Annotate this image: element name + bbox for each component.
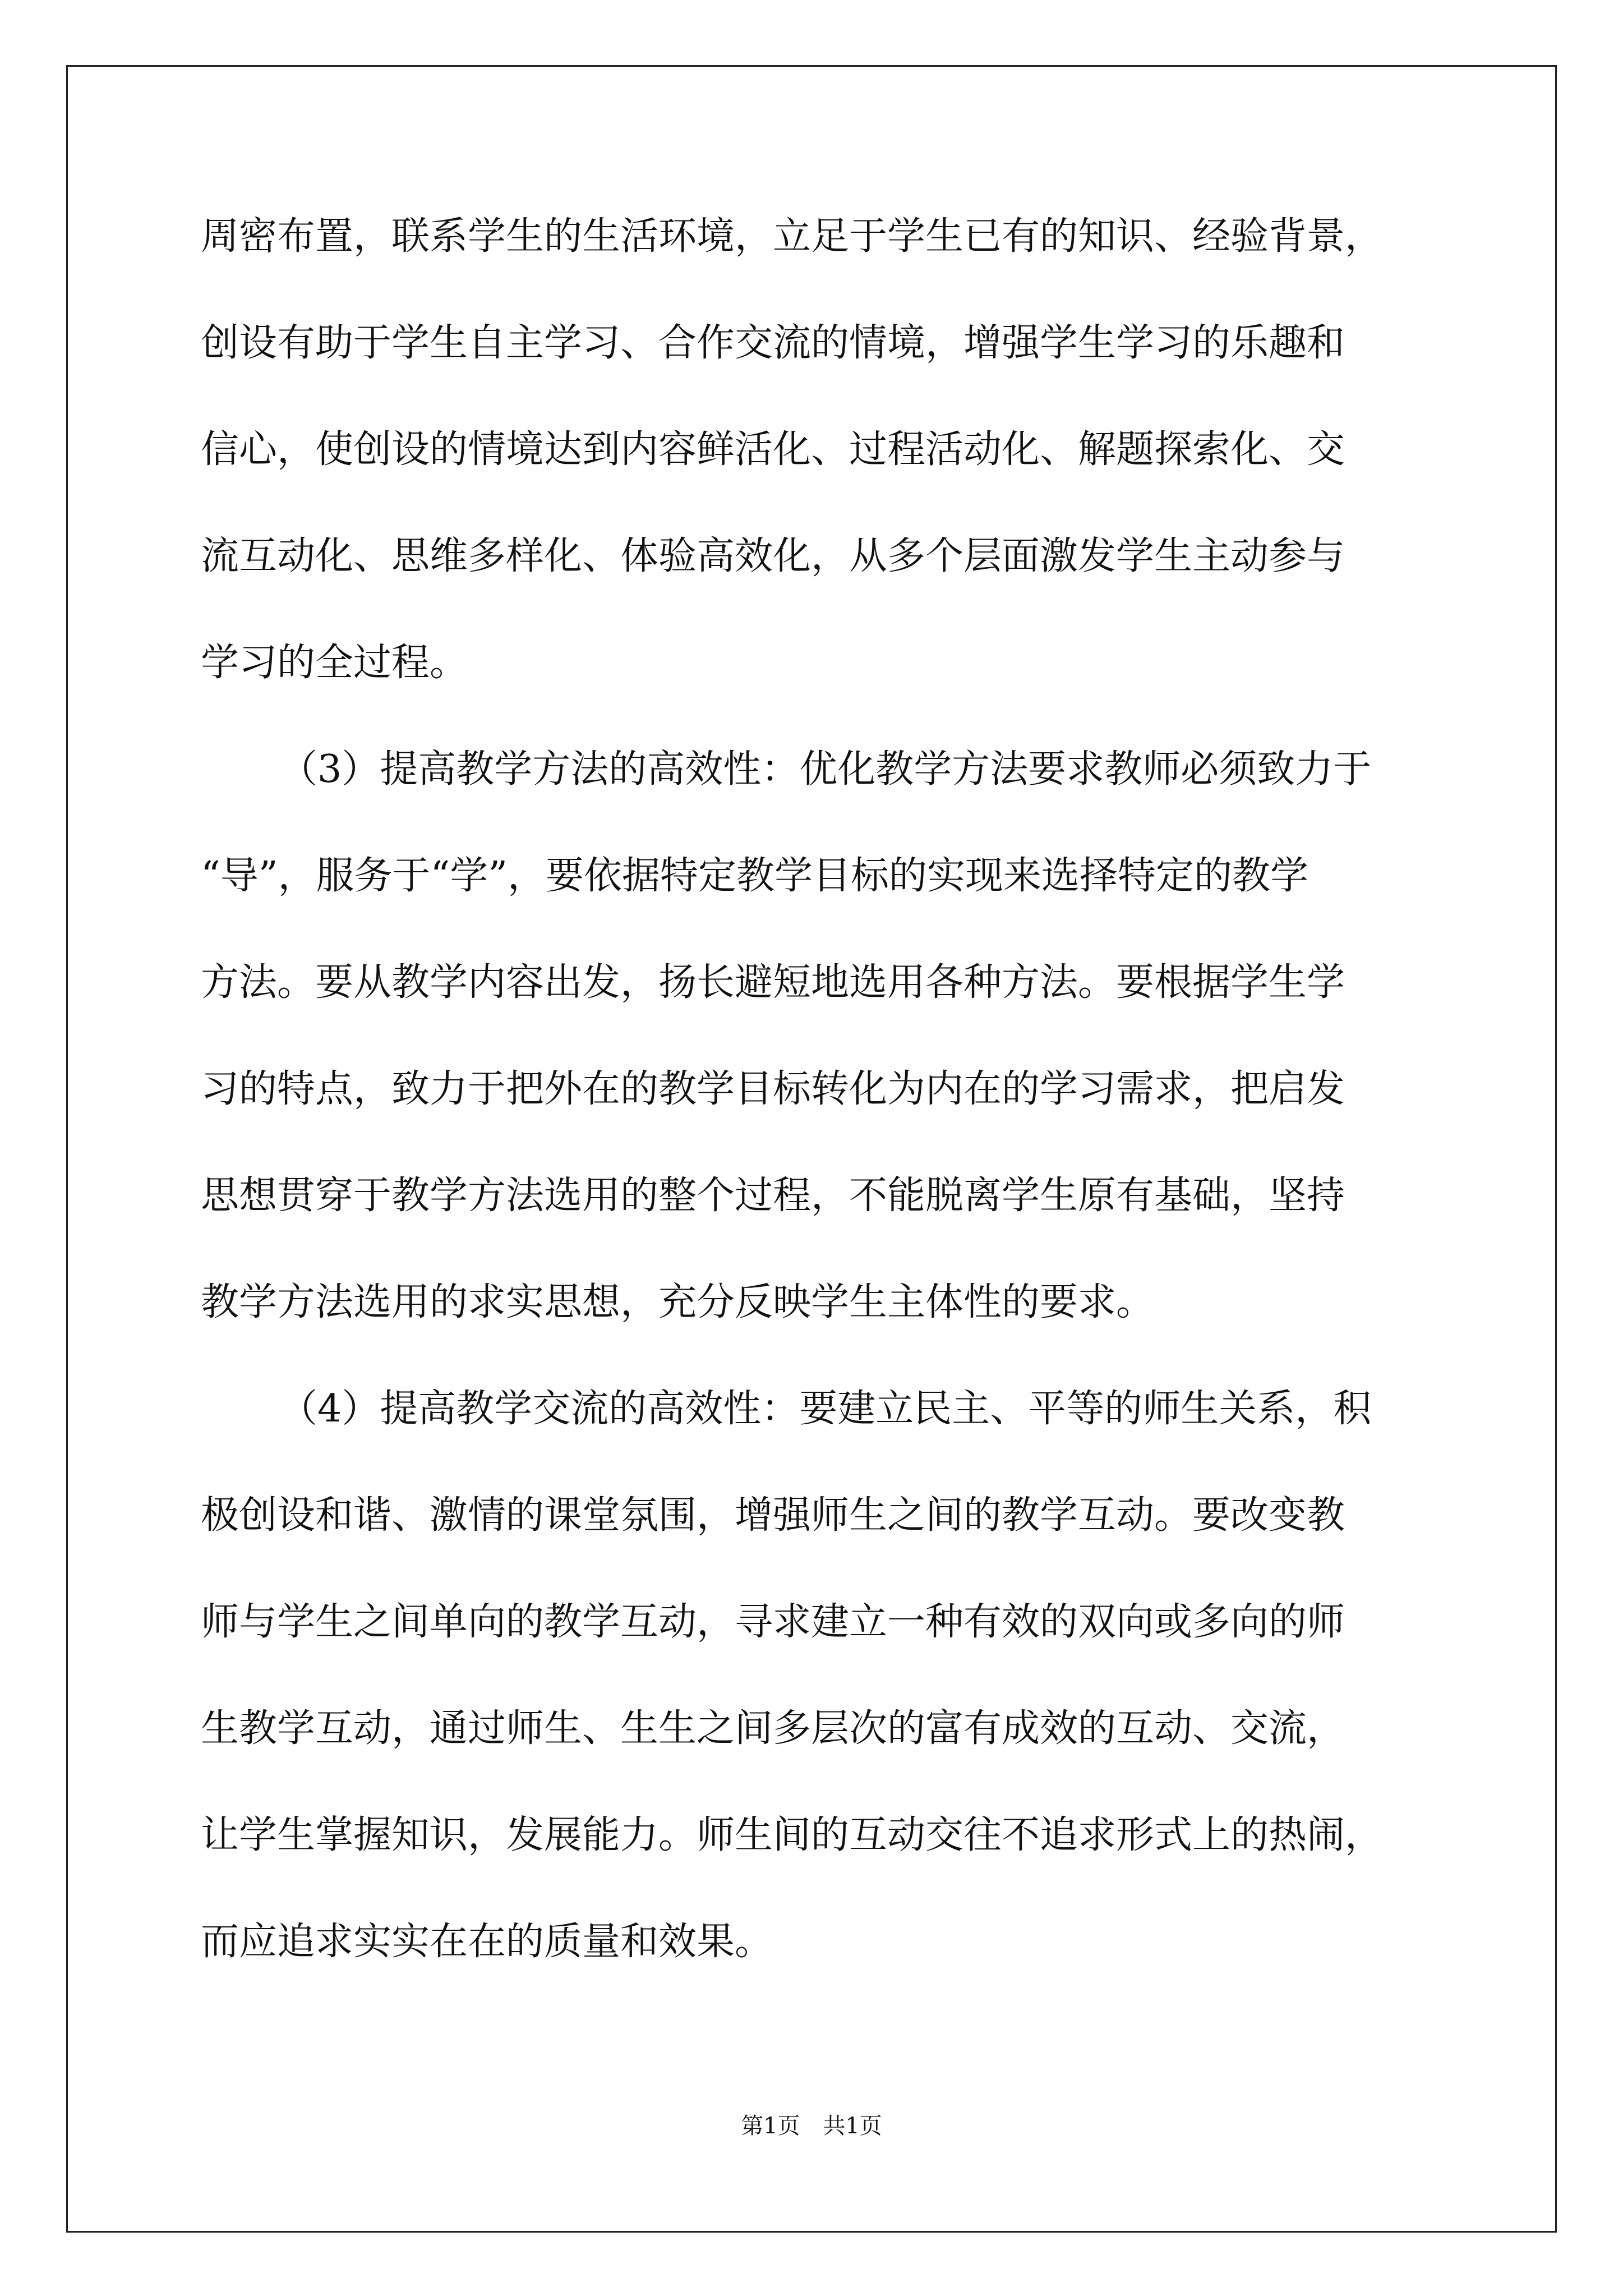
paragraph-line: （4）提高教学交流的高效性：要建立民主、平等的师生关系，积: [279, 1387, 1372, 1431]
paragraph-line: 流互动化、思维多样化、体验高效化，从多个层面激发学生主动参与: [201, 534, 1345, 578]
paragraph-line: 教学方法选用的求实思想，充分反映学生主体性的要求。: [201, 1280, 1155, 1324]
paragraph-line: 生教学互动，通过师生、生生之间多层次的富有成效的互动、交流，: [201, 1706, 1345, 1751]
paragraph-line: 创设有助于学生自主学习、合作交流的情境，增强学生学习的乐趣和: [201, 321, 1345, 365]
paragraph-line: “导”，服务于“学”，要依据特定教学目标的实现来选择特定的教学: [201, 854, 1309, 898]
paragraph-line: 学习的全过程。: [201, 641, 468, 685]
page-total: 共1页: [823, 2113, 882, 2139]
paragraph-line: 而应追求实实在在的质量和效果。: [201, 1920, 773, 1964]
paragraph-line: 思想贯穿于教学方法选用的整个过程，不能脱离学生原有基础，坚持: [201, 1174, 1345, 1218]
paragraph-line: 方法。要从教学内容出发，扬长避短地选用各种方法。要根据学生学: [201, 960, 1345, 1005]
paragraph-line: 师与学生之间单向的教学互动，寻求建立一种有效的双向或多向的师: [201, 1600, 1345, 1644]
paragraph-line: 习的特点，致力于把外在的教学目标转化为内在的学习需求，把启发: [201, 1067, 1345, 1111]
page-footer: [0, 2109, 1623, 2143]
paragraph-line: 信心，使创设的情境达到内容鲜活化、过程活动化、解题探索化、交: [201, 427, 1345, 472]
paragraph-line: 极创设和谐、激情的课堂氛围，增强师生之间的教学互动。要改变教: [201, 1493, 1345, 1538]
paragraph-line: （3）提高教学方法的高效性：优化教学方法要求教师必须致力于: [279, 747, 1372, 792]
page-border: [66, 65, 1557, 2233]
paragraph-line: 周密布置，联系学生的生活环境，立足于学生已有的知识、经验背景，: [201, 214, 1384, 259]
paragraph-line: 让学生掌握知识，发展能力。师生间的互动交往不追求形式上的热闹，: [201, 1813, 1384, 1857]
page-number: 第1页: [741, 2113, 800, 2139]
